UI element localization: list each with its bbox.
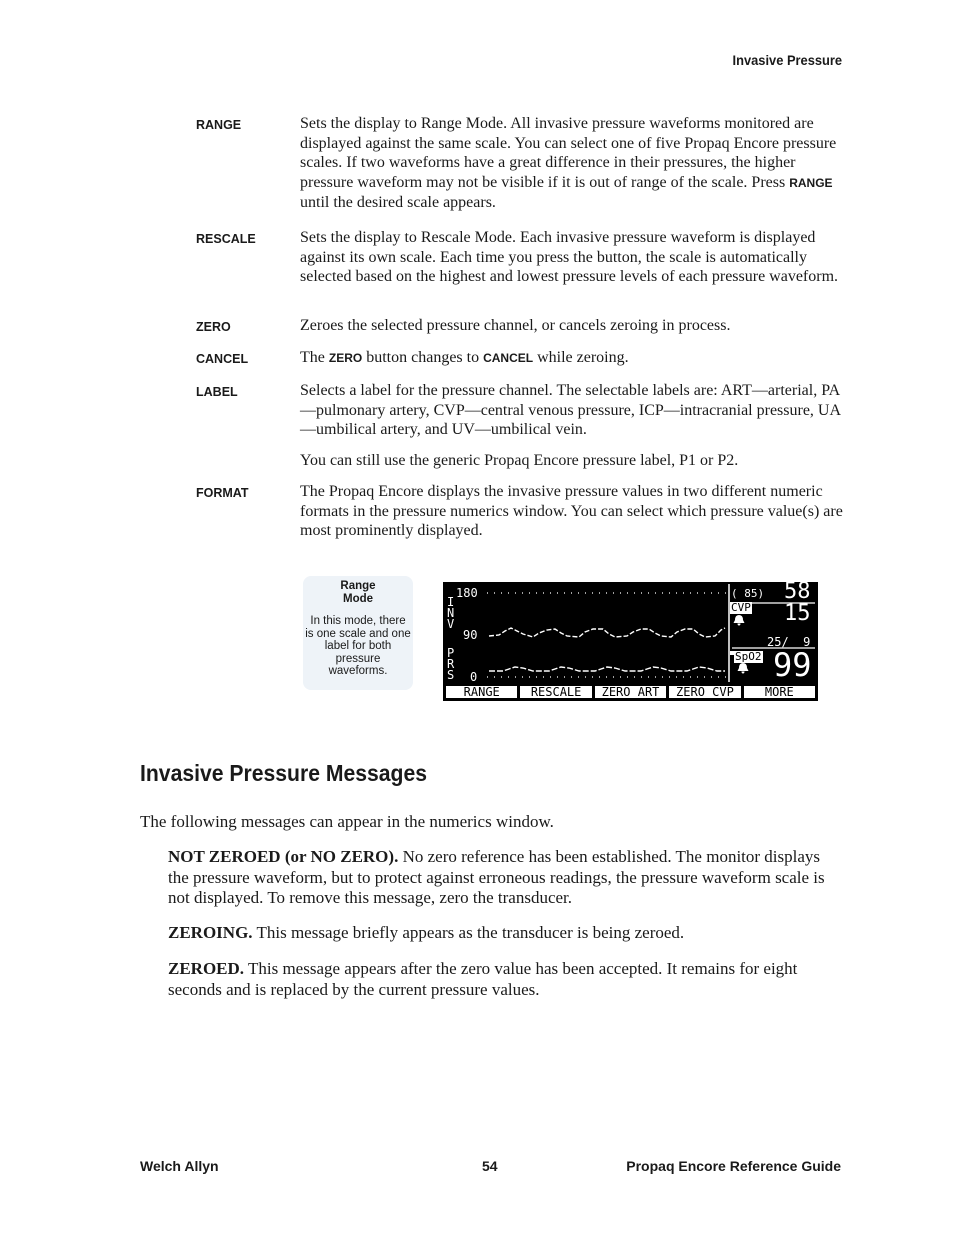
softkey-more[interactable]: MORE [744, 686, 815, 698]
scale-mid-label: 90 [463, 628, 478, 642]
prs-letter: P [447, 646, 455, 660]
desc-format [300, 482, 845, 541]
desc-label-extra: You can still use the generic Propaq Encore pressure label, P1 or P2. [300, 452, 739, 469]
systolic-value: 58 [784, 582, 811, 604]
spo2-label: SpO2 [735, 650, 762, 663]
term-zero: ZERO [196, 320, 231, 334]
message-text: This message appears after the zero value has been accepted. It remains for eight seconds and is replaced by the current pressure values. [168, 959, 798, 999]
desc-rescale [300, 228, 845, 287]
figure-caption [303, 576, 413, 690]
desc-cancel-text-2: button changes to [362, 349, 484, 366]
term-range: RANGE [196, 118, 242, 132]
inv-letter: V [447, 617, 455, 631]
desc-zero-text: Zeroes the selected pressure channel, or cancels zeroing in process. [300, 317, 731, 334]
message-zeroed [168, 959, 843, 1000]
art-waveform [489, 628, 725, 637]
cvp-waveform [489, 667, 725, 671]
desc-label-text: Selects a label for the pressure channel. The selectable labels are: ART—arterial, PA—pulmonary artery, CVP—central venous pressure, ICP—intracranial pressure, UA—umbilical artery, and UV—umbilical vein. [300, 382, 842, 438]
section-title: Invasive Pressure Messages [140, 760, 428, 786]
message-label: ZEROED. [168, 959, 245, 978]
softkey-bar [446, 686, 815, 698]
desc-cancel [300, 348, 845, 369]
desc-zero [300, 316, 845, 336]
inv-letter: N [447, 606, 455, 620]
scale-bottom-label: 0 [470, 670, 478, 684]
caption-text: In this mode, there is one scale and one label for both pressure waveforms. [305, 615, 411, 677]
softkey-rescale[interactable]: RESCALE [520, 686, 591, 698]
channel-label: CVP [731, 601, 751, 614]
bell-icon [734, 615, 745, 626]
secondary-values: 25/ 9 [767, 635, 811, 649]
page-number: 54 [482, 1158, 498, 1174]
term-cancel: CANCEL [196, 352, 249, 366]
term-label: LABEL [196, 385, 238, 399]
caption-title-line-1: Range [340, 580, 376, 592]
desc-range-text: Sets the display to Range Mode. All invasive pressure waveforms monitored are displayed against the same scale. You can select one of five Propaq Encore pressure scales. If two waveforms have a great difference in their pressures, the higher pressure waveform may not be visible if it is out of range of the scale. Press [300, 115, 837, 191]
inv-label [447, 597, 454, 630]
footer-right: Propaq Encore Reference Guide [626, 1158, 841, 1174]
message-not-zeroed [168, 847, 843, 909]
desc-range [300, 114, 845, 213]
bell-icon-spo2 [738, 663, 749, 674]
message-text: No zero reference has been established. The monitor displays the pressure waveform, but to protect against erroneous readings, the pressure waveform scale is not displayed. To remove this message, zero the transducer. [168, 847, 825, 907]
prs-letter: S [447, 668, 455, 682]
message-zeroing [168, 923, 843, 944]
message-label: NOT ZEROED (or NO ZERO). [168, 847, 399, 866]
monitor-display [443, 582, 818, 701]
prs-label [447, 648, 454, 681]
section-intro: The following messages can appear in the numerics window. [140, 812, 554, 831]
desc-cancel-text-3: while zeroing. [533, 349, 629, 366]
desc-cancel-keyword-cancel: CANCEL [483, 351, 534, 365]
desc-label [300, 381, 845, 440]
caption-title [303, 580, 413, 605]
desc-range-keyword: RANGE [789, 175, 833, 190]
term-format: FORMAT [196, 486, 249, 500]
scale-top-label: 180 [456, 586, 478, 600]
caption-title-line-2: Mode [342, 592, 374, 605]
spo2-value: 99 [773, 646, 812, 684]
footer-left: Welch Allyn [140, 1158, 219, 1174]
desc-range-text-end: until the desired scale appears. [300, 194, 496, 211]
message-label: ZEROING. [168, 923, 253, 942]
desc-rescale-text: Sets the display to Rescale Mode. Each invasive pressure waveform is displayed against its own scale. Each time you press the button, the scale is automatically selected based on the highest and lowest pressure levels of each pressure waveform. [300, 229, 839, 285]
mean-value: ( 85) [731, 587, 765, 600]
inv-letter: I [447, 595, 455, 609]
desc-format-text: The Propaq Encore displays the invasive pressure values in two different numeric formats in the pressure numerics window. You can select which pressure value(s) are most prominently displayed. [300, 483, 843, 539]
prs-letter: R [447, 657, 455, 671]
message-text: This message briefly appears as the transducer is being zeroed. [252, 923, 685, 942]
diastolic-value: 15 [784, 601, 811, 626]
desc-cancel-text-1: The [300, 349, 329, 366]
running-header: Invasive Pressure [732, 52, 842, 68]
softkey-range[interactable]: RANGE [446, 686, 517, 698]
softkey-zero-art[interactable]: ZERO ART [595, 686, 666, 698]
softkey-zero-cvp[interactable]: ZERO CVP [669, 686, 740, 698]
term-rescale: RESCALE [196, 232, 256, 246]
desc-cancel-keyword-zero: ZERO [328, 351, 363, 365]
